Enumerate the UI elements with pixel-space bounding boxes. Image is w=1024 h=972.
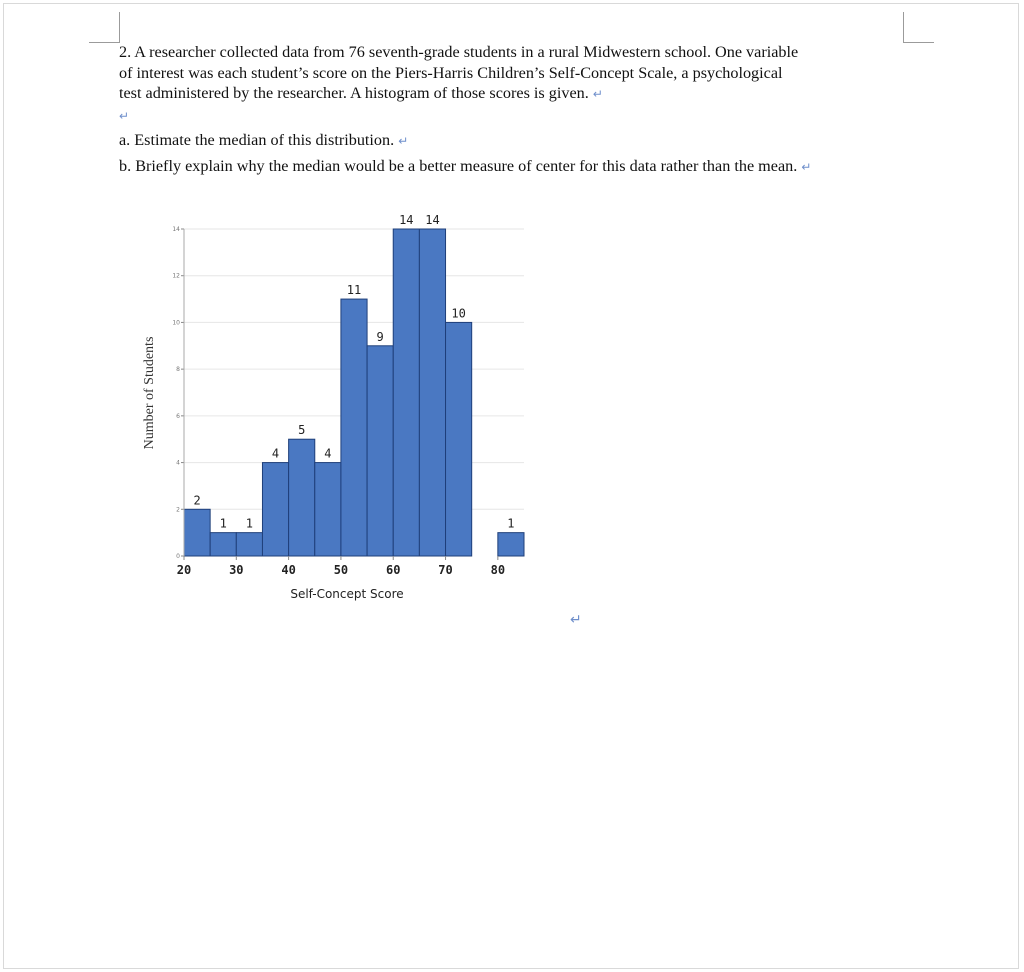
- x-tick-label: 50: [333, 563, 349, 577]
- paragraph-mark-icon: ↵: [398, 134, 409, 148]
- histogram-bar: [367, 346, 393, 556]
- bar-count-label: 10: [451, 306, 466, 321]
- bar-count-label: 1: [245, 516, 254, 531]
- y-tick-label: 10: [172, 319, 180, 327]
- x-tick-label: 40: [281, 563, 296, 577]
- x-tick-label: 60: [386, 563, 401, 577]
- histogram-bar: [446, 322, 472, 556]
- x-tick-label: 30: [229, 563, 244, 577]
- question-line-2: of interest was each student’s score on the Piers-Harris Children’s Self-Concept Scale, a psychological: [119, 63, 783, 82]
- bar-count-label: 4: [324, 446, 332, 461]
- bar-count-label: 9: [376, 329, 384, 344]
- histogram-bar: [341, 299, 367, 556]
- paragraph-mark-icon: ↵: [570, 613, 582, 628]
- bar-count-label: 14: [399, 213, 414, 227]
- y-tick-label: 14: [172, 226, 180, 233]
- paragraph-mark-icon: ↵: [119, 108, 130, 123]
- y-tick-label: 2: [176, 506, 180, 514]
- y-tick-label: 8: [176, 366, 180, 374]
- y-tick-label: 4: [176, 459, 180, 467]
- histogram-bar: [184, 509, 210, 556]
- bar-count-label: 1: [507, 516, 515, 531]
- histogram-bar: [210, 533, 236, 556]
- histogram-bar: [236, 533, 262, 556]
- bar-count-label: 4: [271, 446, 280, 461]
- bar-count-label: 1: [219, 516, 227, 531]
- bar-count-label: 5: [298, 423, 306, 438]
- histogram-bar: [498, 533, 524, 556]
- part-a-text: a. Estimate the median of this distribution.: [119, 131, 395, 149]
- y-tick-label: 12: [172, 272, 180, 280]
- question-line-1: 2. A researcher collected data from 76 seventh-grade students in a rural Midwestern school. One variable: [119, 43, 799, 61]
- x-tick-label: 20: [176, 563, 192, 577]
- y-tick-label: 6: [176, 412, 180, 420]
- x-tick-label: 80: [490, 563, 506, 577]
- question-line-3-text: test administered by the researcher. A histogram of those scores is given.: [119, 84, 589, 102]
- bar-count-label: 14: [425, 213, 440, 227]
- x-axis-title: Self-Concept Score: [290, 587, 404, 601]
- histogram-bar: [289, 439, 315, 556]
- y-axis-title: Number of Students: [142, 336, 157, 450]
- bar-count-label: 2: [193, 493, 201, 508]
- histogram-bar: [262, 463, 288, 556]
- paragraph-mark-icon: ↵: [592, 87, 603, 101]
- bar-count-label: 11: [346, 283, 362, 298]
- histogram-bar: [393, 229, 419, 556]
- histogram-bar: [419, 229, 445, 556]
- paragraph-mark-icon: ↵: [801, 159, 812, 174]
- y-tick-label: 0: [176, 553, 180, 560]
- part-b-text: b. Briefly explain why the median would be a better measure of center for this data rather than the mean.: [119, 156, 798, 175]
- histogram-bar: [315, 463, 341, 556]
- x-tick-label: 70: [438, 563, 453, 577]
